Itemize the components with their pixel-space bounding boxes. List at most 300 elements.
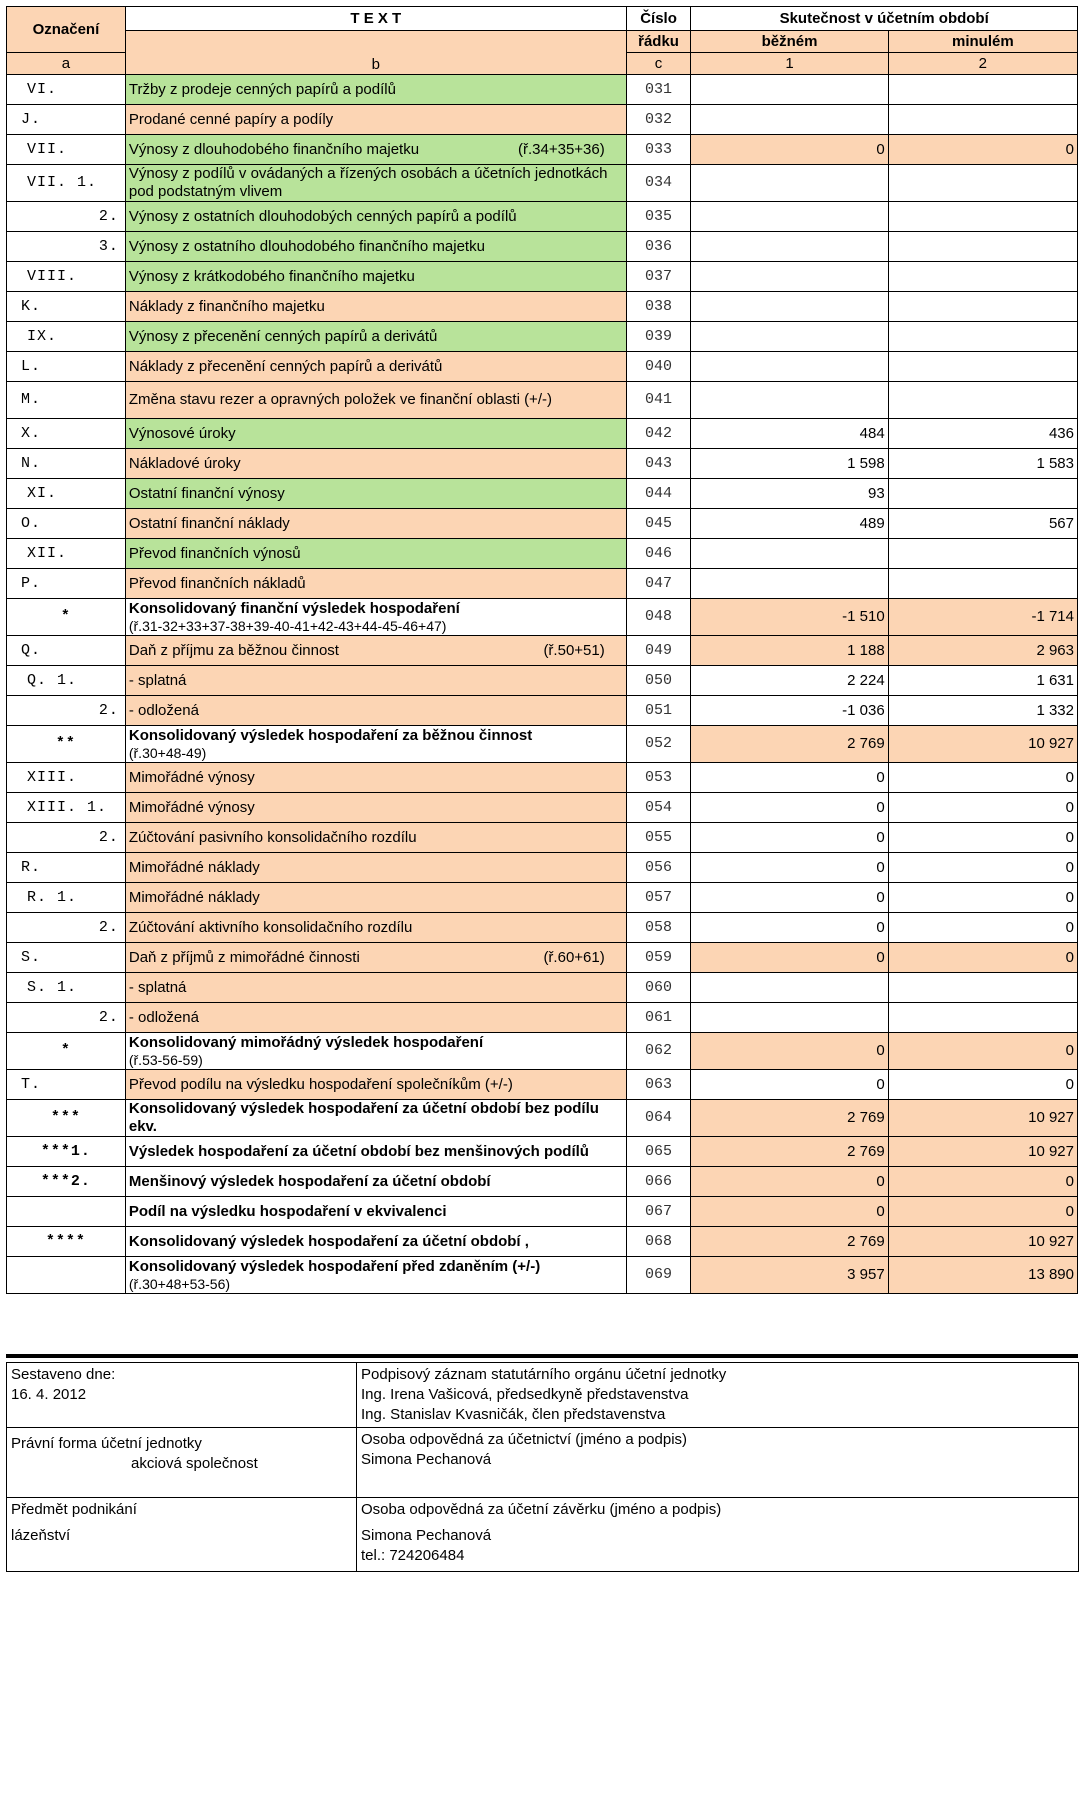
column-header-previous: minulém: [888, 31, 1077, 53]
table-row: [7, 1033, 1078, 1070]
table-row: [7, 419, 1078, 449]
row-designation: IX.: [7, 322, 126, 352]
row-designation: *: [7, 1033, 126, 1070]
column-header-line-number-2: řádku: [626, 31, 691, 53]
row-line-number: 041: [626, 382, 691, 419]
table-row: [7, 509, 1078, 539]
row-text-cell: [125, 105, 626, 135]
row-value-current: 0: [691, 913, 888, 943]
signature-cell: [357, 1363, 1079, 1428]
income-statement-table: [6, 6, 1078, 1294]
table-row: [7, 1003, 1078, 1033]
table-row: [7, 232, 1078, 262]
row-value-current: 0: [691, 1197, 888, 1227]
row-text: Mimořádné výnosy: [128, 768, 255, 786]
row-value-current: 2 769: [691, 1137, 888, 1167]
row-text-cell: [125, 943, 626, 973]
table-row: [7, 135, 1078, 165]
row-text: Zúčtování aktivního konsolidačního rozdílu: [128, 918, 413, 936]
row-value-previous: 0: [888, 135, 1077, 165]
accounting-name: Simona Pechanová: [361, 1451, 492, 1468]
row-text: Ostatní finanční náklady: [128, 514, 290, 532]
table-row: [7, 599, 1078, 636]
row-value-current: 0: [691, 763, 888, 793]
footer-divider: [6, 1354, 1078, 1358]
row-designation: *: [7, 599, 126, 636]
row-text-cell: [125, 696, 626, 726]
column-header-text: T E X T: [125, 7, 626, 31]
table-row: [7, 539, 1078, 569]
row-designation: 2.: [7, 1003, 126, 1033]
table-row: [7, 322, 1078, 352]
table-row: [7, 793, 1078, 823]
closing-label: Osoba odpovědná za účetní závěrku (jméno a podpis): [361, 1501, 722, 1518]
row-value-previous: [888, 322, 1077, 352]
row-value-current: [691, 292, 888, 322]
closing-name: Simona Pechanová: [361, 1527, 492, 1544]
row-line-number: 042: [626, 419, 691, 449]
row-text-cell: [125, 913, 626, 943]
row-line-number: 033: [626, 135, 691, 165]
row-line-number: 060: [626, 973, 691, 1003]
row-line-number: 051: [626, 696, 691, 726]
row-designation: VI.: [7, 75, 126, 105]
row-text-cell: [125, 726, 626, 763]
row-text-cell: [125, 479, 626, 509]
row-text-cell: [125, 1137, 626, 1167]
row-designation: S.: [7, 943, 126, 973]
row-text-formula: (ř.31-32+33+37-38+39-40-41+42-43+44-45-46+47): [128, 618, 447, 634]
row-value-current: 93: [691, 479, 888, 509]
row-value-current: [691, 262, 888, 292]
row-text-cell: [125, 75, 626, 105]
table-row: [7, 479, 1078, 509]
statement-rows: [7, 75, 1078, 1294]
row-value-current: 0: [691, 1033, 888, 1070]
row-text: Výnosy z dlouhodobého finančního majetku: [128, 140, 420, 158]
row-designation: J.: [7, 105, 126, 135]
row-value-previous: 0: [888, 1197, 1077, 1227]
row-text: Mimořádné náklady: [128, 888, 260, 906]
row-value-previous: 567: [888, 509, 1077, 539]
table-row: [7, 666, 1078, 696]
row-line-number: 063: [626, 1070, 691, 1100]
column-header-line-number: Číslo: [626, 7, 691, 31]
row-value-current: 484: [691, 419, 888, 449]
row-text-cell: [125, 352, 626, 382]
row-text-cell: [125, 202, 626, 232]
row-designation: VII.: [7, 135, 126, 165]
table-row: [7, 105, 1078, 135]
row-value-previous: -1 714: [888, 599, 1077, 636]
compiled-label: Sestaveno dne:: [11, 1366, 116, 1383]
row-text-cell: [125, 382, 626, 419]
row-value-current: 0: [691, 883, 888, 913]
row-line-number: 068: [626, 1227, 691, 1257]
row-designation: L.: [7, 352, 126, 382]
row-value-current: [691, 539, 888, 569]
row-value-previous: [888, 75, 1077, 105]
row-text: - splatná: [128, 671, 187, 689]
row-line-number: 032: [626, 105, 691, 135]
row-value-previous: 0: [888, 1033, 1077, 1070]
row-text: Výnosy z ostatních dlouhodobých cenných papírů a podílů: [128, 207, 517, 225]
table-row: [7, 943, 1078, 973]
table-row: [7, 382, 1078, 419]
signature-1: Ing. Irena Vašicová, předsedkyně představenstva: [361, 1386, 689, 1403]
row-value-previous: 0: [888, 1167, 1077, 1197]
row-value-previous: 0: [888, 943, 1077, 973]
row-text-cell: [125, 292, 626, 322]
row-formula: (ř.50+51): [543, 641, 605, 659]
row-value-current: [691, 75, 888, 105]
row-text: Výnosy z krátkodobého finančního majetku: [128, 267, 415, 285]
table-row: [7, 75, 1078, 105]
row-text-cell: [125, 232, 626, 262]
row-value-current: [691, 105, 888, 135]
table-row: [7, 823, 1078, 853]
row-text-cell: [125, 509, 626, 539]
row-text: Prodané cenné papíry a podíly: [128, 110, 334, 128]
row-value-current: 1 598: [691, 449, 888, 479]
table-row: [7, 202, 1078, 232]
table-row: [7, 1137, 1078, 1167]
row-text-cell: [125, 135, 626, 165]
row-text-cell: [125, 599, 626, 636]
table-row: [7, 883, 1078, 913]
row-value-current: 3 957: [691, 1257, 888, 1294]
row-text: Výsledek hospodaření za účetní období bez menšinových podílů: [128, 1142, 589, 1160]
row-text-cell: [125, 165, 626, 202]
row-text: Konsolidovaný mimořádný výsledek hospodaření: [128, 1034, 484, 1051]
row-value-current: [691, 352, 888, 382]
row-text-cell: [125, 449, 626, 479]
income-statement-sheet: [6, 6, 1078, 1564]
footer-table: [6, 1362, 1079, 1572]
row-text: Daň z příjmu za běžnou činnost: [128, 641, 339, 659]
row-designation: ***1.: [7, 1137, 126, 1167]
table-row: [7, 165, 1078, 202]
row-text-cell: [125, 666, 626, 696]
row-text-cell: [125, 1070, 626, 1100]
row-value-current: [691, 973, 888, 1003]
row-value-current: 2 769: [691, 726, 888, 763]
row-text: Převod podílu na výsledku hospodaření společníkům (+/-): [128, 1075, 513, 1093]
row-value-current: 1 188: [691, 636, 888, 666]
row-value-previous: 13 890: [888, 1257, 1077, 1294]
row-line-number: 047: [626, 569, 691, 599]
table-row: [7, 973, 1078, 1003]
row-text-cell: [125, 823, 626, 853]
table-row: [7, 726, 1078, 763]
accounting-label: Osoba odpovědná za účetnictví (jméno a podpis): [361, 1431, 688, 1448]
row-line-number: 035: [626, 202, 691, 232]
row-value-previous: [888, 569, 1077, 599]
row-text-cell: [125, 1227, 626, 1257]
row-value-previous: 436: [888, 419, 1077, 449]
table-row: [7, 1257, 1078, 1294]
row-line-number: 050: [626, 666, 691, 696]
row-value-current: [691, 165, 888, 202]
row-designation: Q.: [7, 636, 126, 666]
row-text: Výnosy z přecenění cenných papírů a derivátů: [128, 327, 438, 345]
row-value-current: -1 510: [691, 599, 888, 636]
row-value-previous: 0: [888, 823, 1077, 853]
row-value-previous: 1 332: [888, 696, 1077, 726]
row-text-formula: (ř.53-56-59): [128, 1052, 203, 1068]
row-designation: 2.: [7, 823, 126, 853]
row-value-previous: 10 927: [888, 726, 1077, 763]
row-text: Náklady z přecenění cenných papírů a derivátů: [128, 357, 443, 375]
row-text-cell: [125, 569, 626, 599]
row-text: Tržby z prodeje cenných papírů a podílů: [128, 80, 396, 98]
row-text: Konsolidovaný výsledek hospodaření za účetní období bez podílu ekv.: [128, 1100, 599, 1135]
row-text: Nákladové úroky: [128, 454, 241, 472]
row-line-number: 057: [626, 883, 691, 913]
row-line-number: 055: [626, 823, 691, 853]
row-designation: S. 1.: [7, 973, 126, 1003]
row-line-number: 044: [626, 479, 691, 509]
row-value-previous: 1 583: [888, 449, 1077, 479]
row-text-cell: [125, 1033, 626, 1070]
row-designation: P.: [7, 569, 126, 599]
table-row: [7, 1167, 1078, 1197]
row-designation: **: [7, 726, 126, 763]
row-line-number: 059: [626, 943, 691, 973]
row-value-current: 2 769: [691, 1227, 888, 1257]
closing-cell: [357, 1498, 1079, 1572]
row-text: Konsolidovaný výsledek hospodaření před zdaněním (+/-): [128, 1258, 541, 1275]
row-text-cell: [125, 1167, 626, 1197]
row-value-previous: 0: [888, 913, 1077, 943]
signature-label: Podpisový záznam statutárního orgánu účetní jednotky: [361, 1366, 727, 1383]
row-designation: XII.: [7, 539, 126, 569]
row-text: Daň z příjmů z mimořádné činnosti: [128, 948, 360, 966]
row-text: Zúčtování pasivního konsolidačního rozdílu: [128, 828, 417, 846]
row-value-current: 489: [691, 509, 888, 539]
row-designation: [7, 1197, 126, 1227]
row-value-previous: [888, 262, 1077, 292]
row-text: Převod finančních nákladů: [128, 574, 306, 592]
row-value-previous: 1 631: [888, 666, 1077, 696]
row-value-previous: [888, 202, 1077, 232]
row-text-cell: [125, 793, 626, 823]
row-designation: XI.: [7, 479, 126, 509]
table-row: [7, 262, 1078, 292]
signature-2: Ing. Stanislav Kvasničák, člen představenstva: [361, 1406, 666, 1423]
row-text-cell: [125, 1257, 626, 1294]
column-header-current: běžném: [691, 31, 888, 53]
row-designation: 2.: [7, 696, 126, 726]
row-designation: ***: [7, 1100, 126, 1137]
business-label: Předmět podnikání: [11, 1501, 137, 1518]
table-row: [7, 1227, 1078, 1257]
row-value-previous: 0: [888, 853, 1077, 883]
row-value-current: 0: [691, 943, 888, 973]
row-designation: K.: [7, 292, 126, 322]
row-designation: [7, 1257, 126, 1294]
table-row: [7, 449, 1078, 479]
row-text: - odložená: [128, 701, 199, 719]
row-value-current: 0: [691, 135, 888, 165]
row-value-previous: 10 927: [888, 1227, 1077, 1257]
column-header-period: Skutečnost v účetním období: [691, 7, 1078, 31]
table-row: [7, 292, 1078, 322]
row-text: Konsolidovaný výsledek hospodaření za účetní období ,: [128, 1232, 529, 1250]
row-value-current: 0: [691, 793, 888, 823]
subheader-2: 2: [888, 53, 1077, 75]
row-value-previous: [888, 973, 1077, 1003]
row-line-number: 039: [626, 322, 691, 352]
row-text-cell: [125, 1100, 626, 1137]
row-text-cell: [125, 763, 626, 793]
row-designation: 2.: [7, 913, 126, 943]
row-value-previous: [888, 539, 1077, 569]
row-value-previous: [888, 105, 1077, 135]
subheader-1: 1: [691, 53, 888, 75]
accounting-cell: [357, 1428, 1079, 1498]
row-value-current: 0: [691, 853, 888, 883]
row-text: Převod finančních výnosů: [128, 544, 301, 562]
row-text: - splatná: [128, 978, 187, 996]
row-line-number: 049: [626, 636, 691, 666]
compiled-date: 16. 4. 2012: [11, 1386, 87, 1403]
row-line-number: 058: [626, 913, 691, 943]
row-designation: N.: [7, 449, 126, 479]
row-line-number: 052: [626, 726, 691, 763]
legal-form-cell: [7, 1428, 357, 1498]
row-value-previous: 0: [888, 883, 1077, 913]
subheader-a: a: [7, 53, 126, 75]
row-text: Konsolidovaný výsledek hospodaření za běžnou činnost: [128, 727, 533, 744]
row-value-current: [691, 569, 888, 599]
row-text: Ostatní finanční výnosy: [128, 484, 285, 502]
row-line-number: 036: [626, 232, 691, 262]
table-row: [7, 1070, 1078, 1100]
row-line-number: 037: [626, 262, 691, 292]
row-text-cell: [125, 636, 626, 666]
legal-form-label: Právní forma účetní jednotky: [11, 1435, 202, 1452]
row-text-formula: (ř.30+48+53-56): [128, 1276, 231, 1292]
table-row: [7, 1197, 1078, 1227]
row-text: Mimořádné náklady: [128, 858, 260, 876]
table-row: [7, 913, 1078, 943]
row-formula: (ř.60+61): [543, 948, 605, 966]
row-value-previous: [888, 1003, 1077, 1033]
row-text-cell: [125, 322, 626, 352]
row-designation: XIII. 1.: [7, 793, 126, 823]
row-value-previous: [888, 352, 1077, 382]
row-value-previous: 2 963: [888, 636, 1077, 666]
subheader-c: c: [626, 53, 691, 75]
business-value: lázeňství: [11, 1527, 71, 1544]
row-value-previous: 10 927: [888, 1137, 1077, 1167]
table-row: [7, 636, 1078, 666]
row-text: Mimořádné výnosy: [128, 798, 255, 816]
row-text-cell: [125, 973, 626, 1003]
row-value-previous: 0: [888, 793, 1077, 823]
row-designation: X.: [7, 419, 126, 449]
row-value-current: -1 036: [691, 696, 888, 726]
row-text: Výnosy z podílů v ovádaných a řízených osobách a účetních jednotkách pod podstatným vlivem: [128, 165, 608, 200]
row-designation: O.: [7, 509, 126, 539]
business-cell: [7, 1498, 357, 1572]
row-text: Náklady z finančního majetku: [128, 297, 325, 315]
row-designation: Q. 1.: [7, 666, 126, 696]
row-line-number: 034: [626, 165, 691, 202]
row-text: Podíl na výsledku hospodaření v ekvivalenci: [128, 1202, 447, 1220]
row-value-current: [691, 232, 888, 262]
row-text-cell: [125, 262, 626, 292]
row-value-current: 0: [691, 823, 888, 853]
table-row: [7, 569, 1078, 599]
row-value-previous: [888, 232, 1077, 262]
row-value-current: 2 769: [691, 1100, 888, 1137]
table-row: [7, 1100, 1078, 1137]
row-designation: 2.: [7, 202, 126, 232]
row-line-number: 054: [626, 793, 691, 823]
row-line-number: 061: [626, 1003, 691, 1033]
row-line-number: 056: [626, 853, 691, 883]
row-line-number: 067: [626, 1197, 691, 1227]
row-formula: (ř.34+35+36): [518, 140, 605, 158]
table-row: [7, 352, 1078, 382]
row-designation: T.: [7, 1070, 126, 1100]
subheader-b: b: [125, 31, 626, 75]
row-value-previous: [888, 382, 1077, 419]
row-designation: 3.: [7, 232, 126, 262]
row-line-number: 031: [626, 75, 691, 105]
row-value-current: [691, 382, 888, 419]
row-text-cell: [125, 883, 626, 913]
row-value-current: 0: [691, 1070, 888, 1100]
table-row: [7, 696, 1078, 726]
row-designation: R.: [7, 853, 126, 883]
row-line-number: 048: [626, 599, 691, 636]
row-line-number: 066: [626, 1167, 691, 1197]
row-text: Konsolidovaný finanční výsledek hospodaření: [128, 600, 460, 617]
row-designation: VIII.: [7, 262, 126, 292]
row-text-cell: [125, 539, 626, 569]
row-text-formula: (ř.30+48-49): [128, 745, 207, 761]
row-text: Výnosové úroky: [128, 424, 236, 442]
row-line-number: 062: [626, 1033, 691, 1070]
row-designation: XIII.: [7, 763, 126, 793]
closing-phone: tel.: 724206484: [361, 1547, 465, 1564]
row-text: Změna stavu rezer a opravných položek ve finanční oblasti (+/-): [128, 391, 552, 408]
row-designation: ***2.: [7, 1167, 126, 1197]
row-value-previous: 0: [888, 1070, 1077, 1100]
row-value-current: [691, 322, 888, 352]
row-text-cell: [125, 419, 626, 449]
row-text-cell: [125, 1197, 626, 1227]
legal-form-value: akciová společnost: [131, 1455, 258, 1472]
row-value-previous: [888, 479, 1077, 509]
row-text-cell: [125, 1003, 626, 1033]
row-line-number: 038: [626, 292, 691, 322]
row-text: Menšinový výsledek hospodaření za účetní období: [128, 1172, 491, 1190]
row-value-current: [691, 1003, 888, 1033]
row-line-number: 043: [626, 449, 691, 479]
table-row: [7, 763, 1078, 793]
row-text-cell: [125, 853, 626, 883]
row-value-previous: [888, 292, 1077, 322]
row-designation: M.: [7, 382, 126, 419]
row-line-number: 069: [626, 1257, 691, 1294]
row-value-current: 2 224: [691, 666, 888, 696]
row-line-number: 040: [626, 352, 691, 382]
row-value-previous: [888, 165, 1077, 202]
